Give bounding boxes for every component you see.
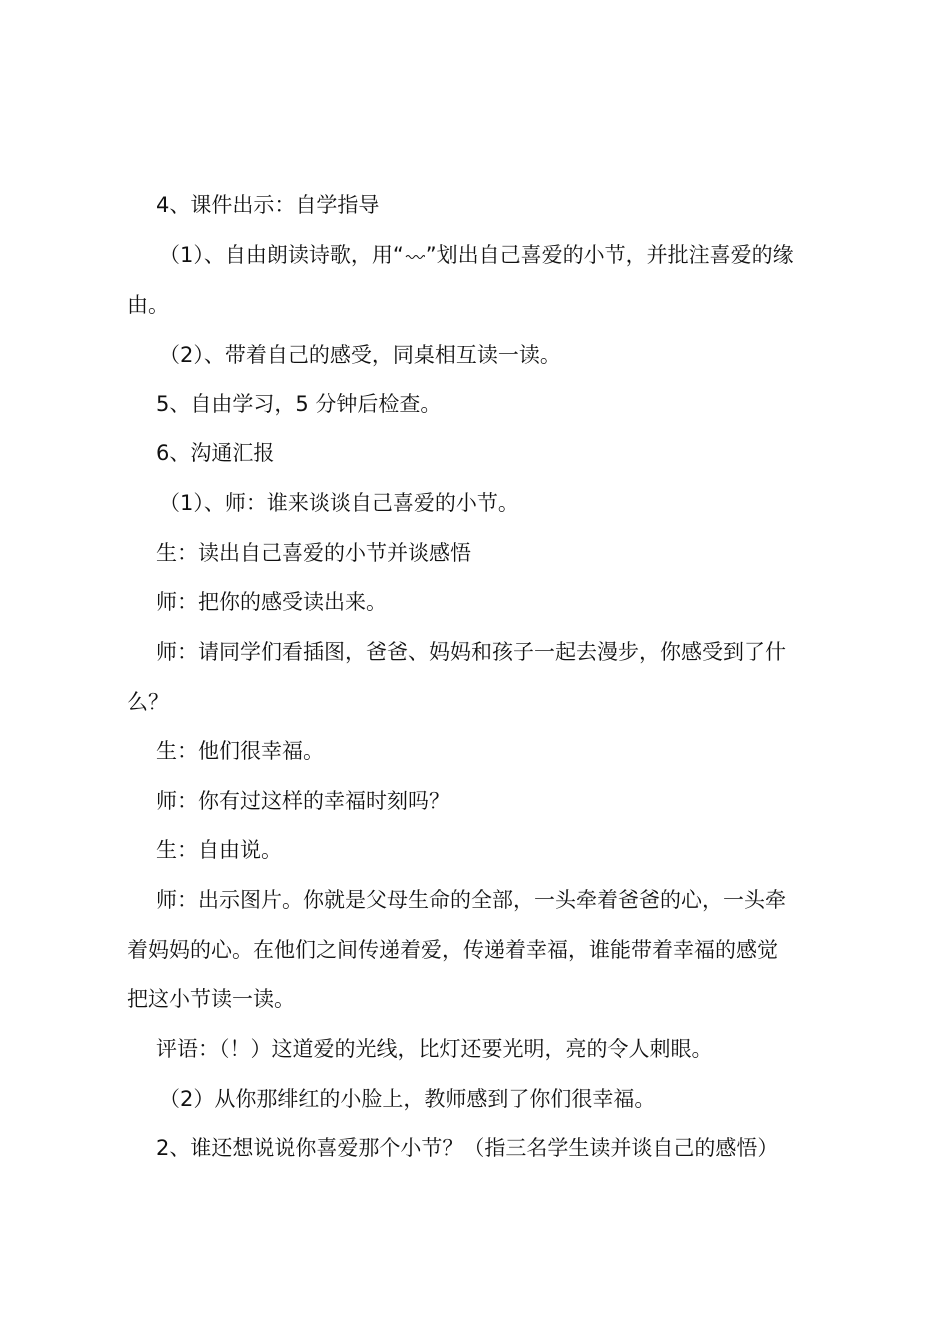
dialogue-teacher-4-line-2: 着妈妈的心。在他们之间传递着爱，传递着幸福，谁能带着幸福的感觉: [127, 938, 778, 962]
comment-2: （2）从你那绯红的小脸上，教师感到了你们很幸福。: [159, 1087, 656, 1111]
paragraph-1-free-reading: [127, 240, 879, 270]
paragraph-1-text-b: ”划出自己喜爱的小节，并批注喜爱的缘: [425, 243, 794, 267]
wavy-underline-icon: [405, 251, 425, 261]
dialogue-student-3: 生：自由说。: [156, 838, 282, 862]
dialogue-teacher-3: 师：你有过这样的幸福时刻吗？: [156, 789, 450, 813]
paragraph-2-read-together: （2）、带着自己的感受，同桌相互读一读。: [159, 343, 561, 367]
dialogue-teacher-1: 师：把你的感受读出来。: [156, 590, 387, 614]
dialogue-student-2: 生：他们很幸福。: [156, 739, 324, 763]
paragraph-1-continued: 由。: [127, 293, 169, 317]
heading-4-courseware: 4、课件出示：自学指导: [156, 193, 380, 217]
dialogue-student-1: 生：读出自己喜爱的小节并谈感悟: [156, 541, 471, 565]
heading-5-free-study: 5、自由学习，5 分钟后检查。: [156, 392, 442, 416]
dialogue-teacher-4-line-3: 把这小节读一读。: [127, 987, 295, 1011]
dialogue-teacher-4: 师：出示图片。你就是父母生命的全部，一头牵着爸爸的心，一头牵: [156, 888, 786, 912]
heading-6-report: 6、沟通汇报: [156, 441, 275, 465]
dialogue-teacher-2: 师：请同学们看插图，爸爸、妈妈和孩子一起去漫步，你感受到了什: [156, 640, 786, 664]
report-item-1: （1）、师：谁来谈谈自己喜爱的小节。: [159, 491, 519, 515]
paragraph-1-text-a: （1）、自由朗读诗歌，用“: [159, 243, 404, 267]
comment-1: 评语：（！）这道爱的光线，比灯还要光明，亮的令人刺眼。: [156, 1037, 713, 1061]
dialogue-teacher-2-continued: 么？: [127, 690, 169, 714]
heading-2-who-else: 2、谁还想说说你喜爱那个小节？（指三名学生读并谈自己的感悟）: [156, 1136, 779, 1160]
